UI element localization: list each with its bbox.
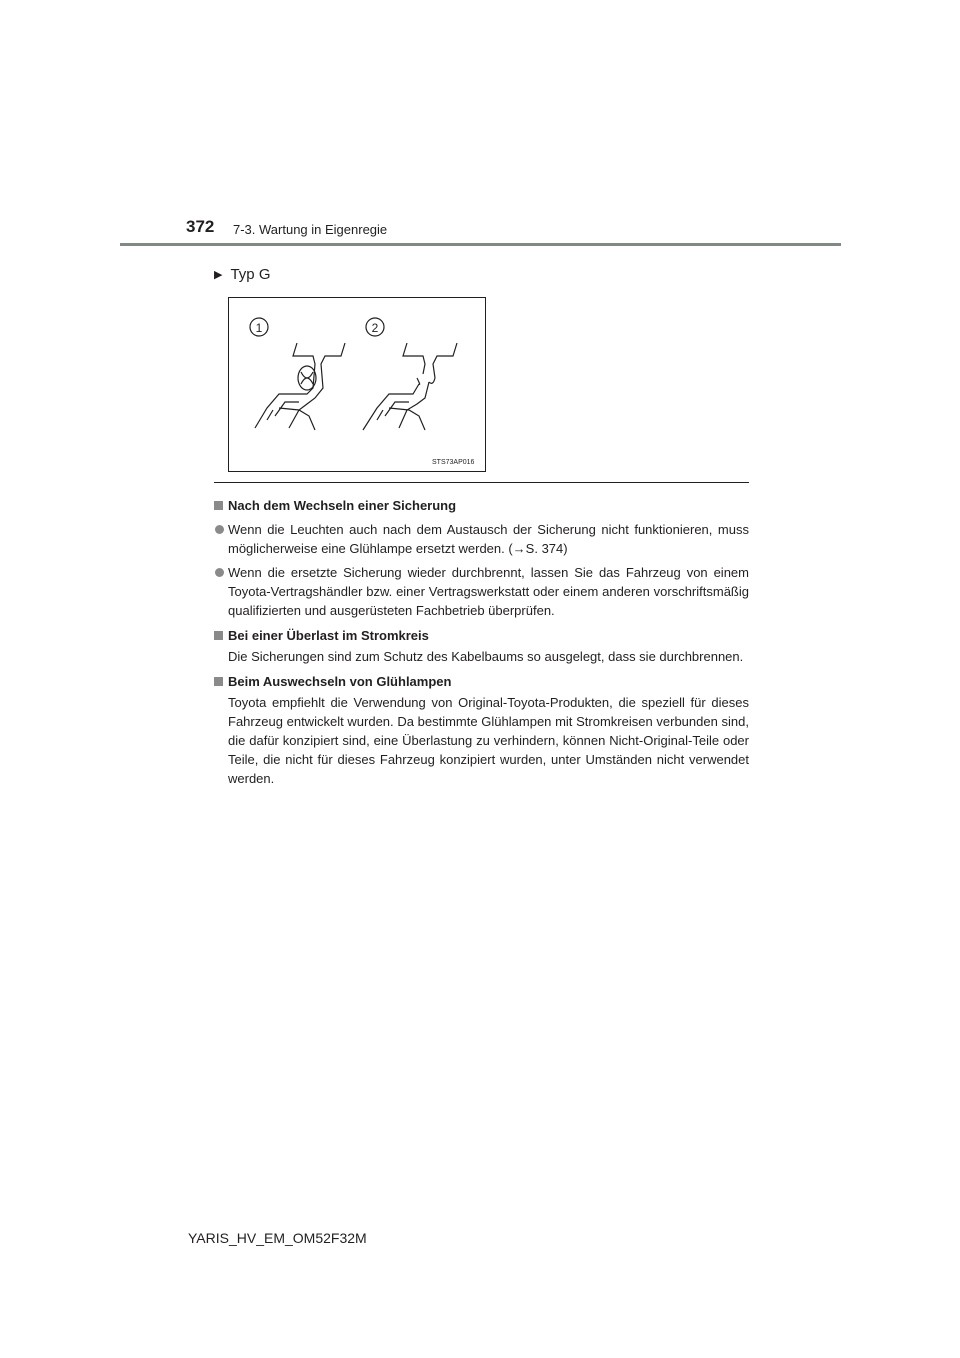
page-number: 372 (186, 217, 215, 236)
manual-code: YARIS_HV_EM_OM52F32M (188, 1230, 367, 1246)
notes-content (214, 490, 749, 788)
heading-replacing-bulbs: Beim Auswechseln von Glühlampen (214, 672, 749, 691)
figure-code: STS73AP016 (432, 459, 475, 466)
text-replacing-bulbs: Toyota empfiehlt die Verwendung von Original-Toyota-Produkten, die speziell für dieses Fahrzeug entwickelt wurden. Da bestimmte Glühlampen mit Stromkreisen verbunden sind, die dafür konzipiert sind, eine Überlastung zu verhindern, können Nicht-Original-Teile oder Teile, die nicht für dieses Fahrzeug konzipiert wurden, unter Umständen nicht verwendet werden. (228, 695, 749, 786)
header-divider (120, 243, 841, 246)
fuse-illustration (228, 297, 486, 472)
bullet-lamp-replace: Wenn die Leuchten auch nach dem Austausch der Sicherung nicht funktionieren, muss möglicherweise eine Glühlampe ersetzt werden. (→S. 374) (214, 520, 749, 558)
marker-2: 2 (371, 321, 379, 335)
heading-circuit-overload: Bei einer Überlast im Stromkreis (214, 626, 749, 645)
heading-after-fuse-change: Nach dem Wechseln einer Sicherung (214, 496, 749, 515)
section-divider (214, 482, 749, 483)
type-label (214, 266, 270, 283)
section-title: 7-3. Wartung in Eigenregie (233, 222, 388, 237)
fuse-drawing (229, 298, 485, 471)
text-circuit-overload: Die Sicherungen sind zum Schutz des Kabelbaums so ausgelegt, dass sie durchbrennen. (228, 649, 744, 664)
type-label-text: Typ G (230, 266, 271, 283)
marker-1: 1 (255, 321, 263, 335)
triangle-arrow-icon: ▶ (214, 269, 223, 281)
bullet-fuse-blows-again: Wenn die ersetzte Sicherung wieder durchbrennt, lassen Sie das Fahrzeug von einem Toyota-Vertragshändler bzw. einer Vertragswerkstatt oder einem anderen vorschriftsmäßig qualifizierten und ausgerüsteten Fachbetrieb überprüfen. (214, 563, 749, 620)
